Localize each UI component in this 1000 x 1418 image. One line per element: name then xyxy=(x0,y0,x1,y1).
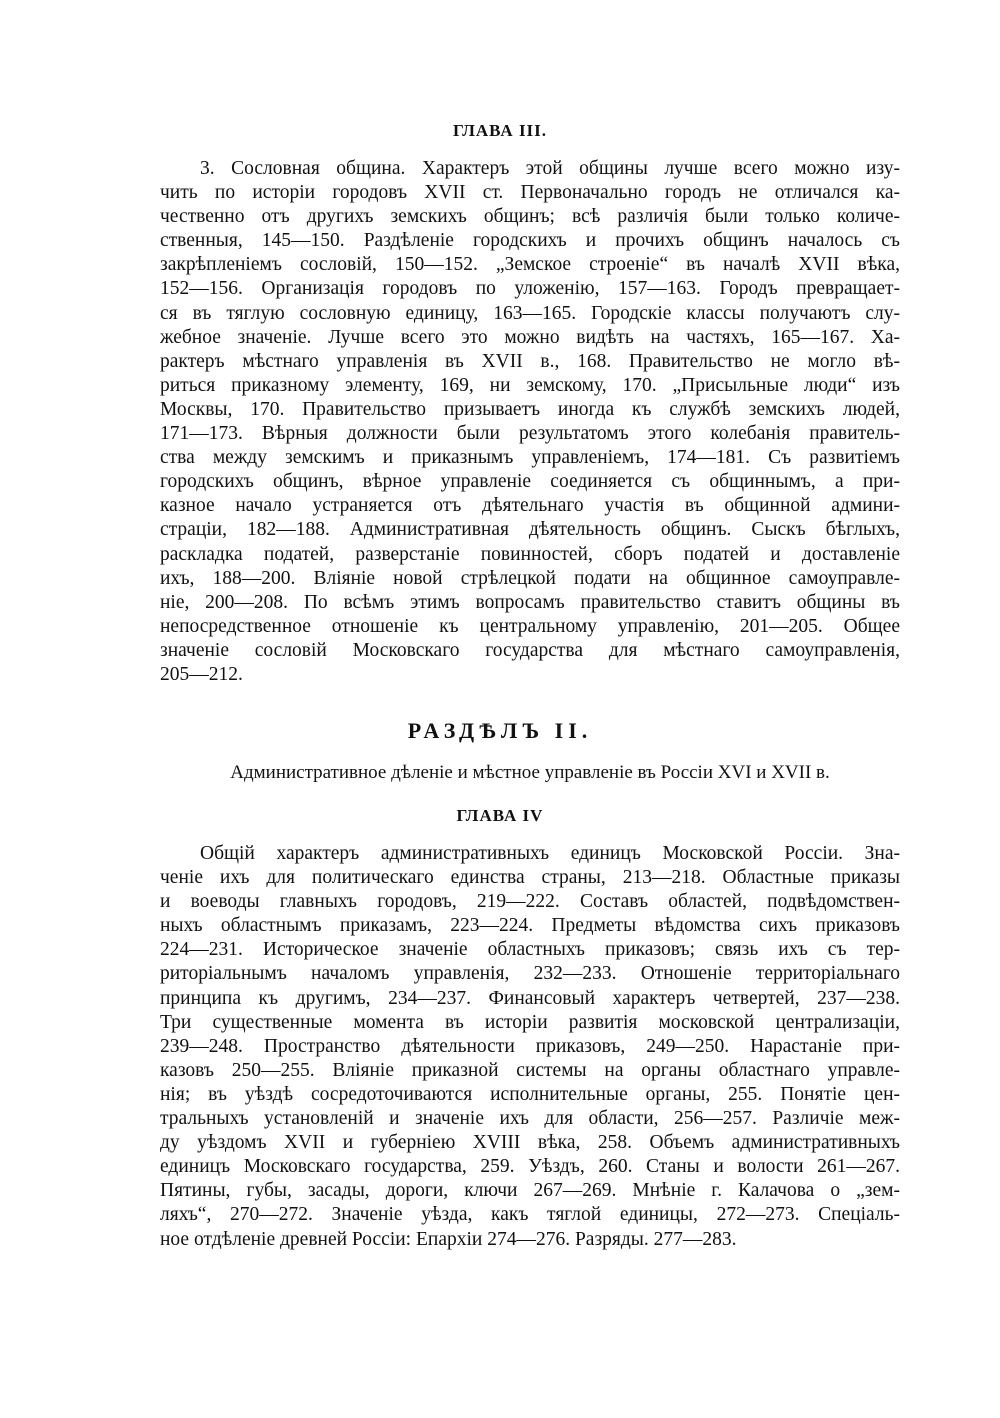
text-line: 171—173. Вѣрныя должности были результатомъ этого колебанія правитель- xyxy=(160,423,900,445)
text-line: казное начало устраняется отъ дѣятельнаго участія въ общинной админи- xyxy=(160,495,900,517)
text-line: ныхъ областнымъ приказамъ, 223—224. Предметы вѣдомства сихъ приказовъ xyxy=(160,915,900,937)
text-line: Москвы, 170. Правительство призываетъ иногда къ службѣ земскихъ людей, xyxy=(160,398,900,420)
text-line: единицъ Московскаго государства, 259. Уѣздъ, 260. Станы и волости 261—267. xyxy=(160,1156,900,1178)
chapter-4-summary xyxy=(160,842,900,1252)
text-line: закрѣпленіемъ сословій, 150—152. „Земское строеніе“ въ началѣ XVII вѣка, xyxy=(160,254,900,276)
text-line: казовъ 250—255. Вліяніе приказной системы на органы областнаго управле- xyxy=(160,1059,900,1081)
text-line: ихъ, 188—200. Вліяніе новой стрѣлецкой подати на общинное самоуправле- xyxy=(160,567,900,589)
text-line: ное отдѣленіе древней Россіи: Епархіи 274—276. Разряды. 277—283. xyxy=(160,1228,737,1250)
text-line: 224—231. Историческое значеніе областныхъ приказовъ; связь ихъ съ тер- xyxy=(160,939,900,961)
text-line: ственныя, 145—150. Раздѣленіе городскихъ и прочихъ общинъ началось съ xyxy=(160,230,900,252)
text-line: ся въ тяглую сословную единицу, 163—165. Городскіе классы получаютъ слу- xyxy=(160,302,900,324)
text-line: городскихъ общинъ, вѣрное управленіе соединяется съ общиннымъ, а при- xyxy=(160,471,900,493)
text-line: страціи, 182—188. Административная дѣятельность общинъ. Сыскъ бѣглыхъ, xyxy=(160,519,900,541)
text-line: принципа къ другимъ, 234—237. Финансовый характеръ четвертей, 237—238. xyxy=(160,987,900,1009)
text-line: Пятины, губы, засады, дороги, ключи 267—269. Мнѣніе г. Калачова о „зем- xyxy=(160,1180,900,1202)
section-2-subtitle: Административное дѣленіе и мѣстное управленіе въ Россіи XVI и XVII в. xyxy=(230,762,830,783)
chapter-3-summary xyxy=(160,157,900,687)
text-line: 152—156. Организація городовъ по уложенію, 157—163. Городъ превращает- xyxy=(160,278,900,300)
text-line: значеніе сословій Московскаго государства для мѣстнаго самоуправленія, xyxy=(160,639,900,661)
text-line: раскладка податей, разверстаніе повинностей, сборъ податей и доставленіе xyxy=(160,543,900,565)
text-line: 239—248. Пространство дѣятельности приказовъ, 249—250. Нарастаніе при- xyxy=(160,1035,900,1057)
text-line: 3. Сословная община. Характеръ этой общины лучше всего можно изу- xyxy=(200,158,900,179)
section-2-title: РАЗДѢЛЪ II. xyxy=(407,718,593,743)
text-line: Три существенные момента въ исторіи развитія московской централизаціи, xyxy=(160,1011,900,1033)
text-line: ченіе ихъ для политическаго единства страны, 213—218. Областные приказы xyxy=(160,867,900,889)
text-line: риться приказному элементу, 169, ни земскому, 170. „Присыльные люди“ изъ xyxy=(160,374,900,396)
text-line: жебное значеніе. Лучше всего это можно видѣть на частяхъ, 165—167. Ха- xyxy=(160,326,900,348)
chapter-3-title: ГЛАВА III. xyxy=(452,121,548,140)
text-line: ства между земскимъ и приказнымъ управленіемъ, 174—181. Съ развитіемъ xyxy=(160,447,900,469)
text-line: Общій характеръ административныхъ единицъ Московской Россіи. Зна- xyxy=(200,843,900,864)
text-line: риторіальнымъ началомъ управленія, 232—233. Отношеніе территоріальнаго xyxy=(160,963,900,985)
text-line: непосредственное отношеніе къ центральному управленію, 201—205. Общее xyxy=(160,615,900,637)
text-line: чить по исторіи городовъ XVII ст. Первоначально городъ не отличался ка- xyxy=(160,182,900,204)
text-line: рактеръ мѣстнаго управленія въ XVII в., 168. Правительство не могло вѣ- xyxy=(160,350,900,372)
text-line: ду уѣздомъ XVII и губерніею XVIII вѣка, 258. Объемъ административныхъ xyxy=(160,1132,900,1154)
text-line: чественно отъ другихъ земскихъ общинъ; всѣ различія были только количе- xyxy=(160,206,900,228)
chapter-4-title: ГЛАВА IV xyxy=(456,806,544,825)
text-line: и воеводы главныхъ городовъ, 219—222. Составъ областей, подвѣдомствен- xyxy=(160,891,900,913)
text-line: ніе, 200—208. По всѣмъ этимъ вопросамъ правительство ставитъ общины въ xyxy=(160,591,900,613)
text-line: 205—212. xyxy=(160,663,243,685)
text-line: нія; въ уѣздѣ сосредоточиваются исполнительные органы, 255. Понятіе цен- xyxy=(160,1083,900,1105)
text-line: тральныхъ установленій и значеніе ихъ для области, 256—257. Различіе меж- xyxy=(160,1108,900,1130)
text-line: ляхъ“, 270—272. Значеніе уѣзда, какъ тяглой единицы, 272—273. Спеціаль- xyxy=(160,1204,900,1226)
